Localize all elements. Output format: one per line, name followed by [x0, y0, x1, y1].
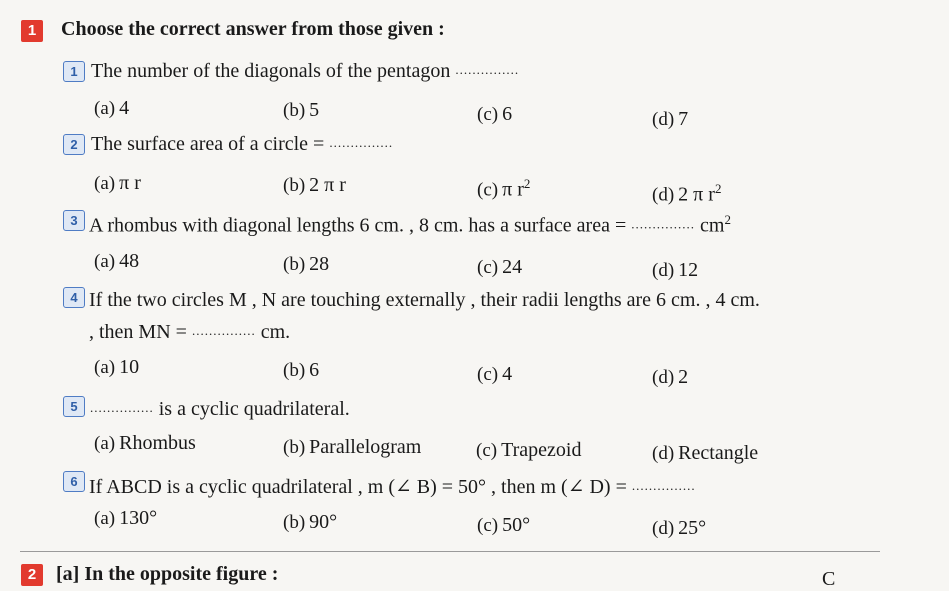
- question-text: A rhombus with diagonal lengths 6 cm. , 8 cm. has a surface area = ............... $cm^2$: [89, 212, 731, 237]
- question-number-badge: 1: [63, 61, 85, 82]
- option-d[interactable]: (d) 25°: [652, 517, 707, 539]
- section-divider: [20, 551, 880, 552]
- answer-blank: ...............: [455, 62, 520, 77]
- option-d[interactable]: (d) 12: [652, 259, 699, 281]
- option-c[interactable]: (c) π $r^2$: [477, 176, 531, 201]
- option-b[interactable]: (b) 90°: [283, 511, 338, 533]
- option-c[interactable]: (c) 24: [477, 256, 523, 278]
- section-number-badge: 2: [21, 564, 43, 586]
- option-b[interactable]: (b) 6: [283, 359, 320, 381]
- option-a[interactable]: (a) 10: [94, 356, 140, 378]
- option-d[interactable]: (d) Rectangle: [652, 442, 759, 464]
- section-title: Choose the correct answer from those given :: [61, 18, 445, 40]
- question-number-badge: 4: [63, 287, 85, 308]
- option-d[interactable]: (d) 7: [652, 108, 689, 130]
- answer-blank: ...............: [631, 478, 696, 493]
- figure-label: C: [822, 568, 836, 590]
- option-c[interactable]: (c) 50°: [477, 514, 531, 536]
- question-text: The surface area of a circle = ...............: [91, 133, 394, 155]
- question-text: ............... is a cyclic quadrilateral.: [90, 398, 350, 420]
- answer-blank: ...............: [329, 135, 394, 150]
- option-d[interactable]: (d) 2 π $r^2$: [652, 181, 722, 206]
- section-number-badge: 1: [21, 20, 43, 42]
- option-b[interactable]: (b) Parallelogram: [283, 436, 422, 458]
- option-a[interactable]: (a) 130°: [94, 507, 158, 529]
- option-b[interactable]: (b) 2 π r: [283, 174, 346, 196]
- question-text: The number of the diagonals of the pentagon ...............: [91, 60, 520, 82]
- option-b[interactable]: (b) 28: [283, 253, 330, 275]
- option-a[interactable]: (a) 4: [94, 97, 130, 119]
- answer-blank: ...............: [631, 216, 695, 232]
- question-number-badge: 6: [63, 471, 85, 492]
- question-number-badge: 3: [63, 210, 85, 231]
- section-title: [a] In the opposite figure :: [56, 563, 279, 585]
- question-text-continued: , then MN = ............... cm.: [89, 321, 291, 343]
- question-number-badge: 5: [63, 396, 85, 417]
- answer-blank: ...............: [90, 400, 154, 415]
- option-a[interactable]: (a) 48: [94, 250, 140, 272]
- answer-blank: ...............: [191, 323, 256, 338]
- option-c[interactable]: (c) 6: [477, 103, 513, 125]
- option-a[interactable]: (a) Rhombus: [94, 432, 196, 454]
- option-c[interactable]: (c) 4: [477, 363, 513, 385]
- question-text: If ABCD is a cyclic quadrilateral , m (∠ B) = 50° , then m (∠ D) = ...............: [89, 476, 696, 498]
- question-text: If the two circles M , N are touching externally , their radii lengths are 6 cm. , 4 cm.: [89, 289, 760, 311]
- option-c[interactable]: (c) Trapezoid: [476, 439, 582, 461]
- option-a[interactable]: (a) π r: [94, 172, 141, 194]
- option-b[interactable]: (b) 5: [283, 99, 320, 121]
- question-number-badge: 2: [63, 134, 85, 155]
- option-d[interactable]: (d) 2: [652, 366, 689, 388]
